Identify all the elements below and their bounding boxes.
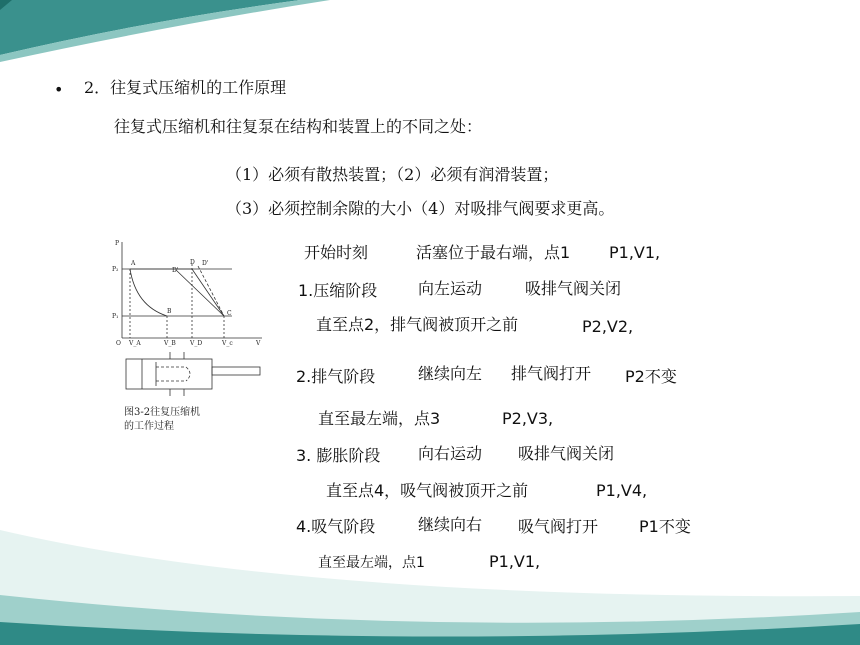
compress-motion: 向左运动 <box>418 279 483 298</box>
point-label-d-prime: D' <box>172 267 179 274</box>
expand-until: 直至点4，吸气阀被顶开之前 <box>326 481 529 500</box>
point-label-b: B <box>167 308 172 315</box>
pv-diagram <box>112 236 274 404</box>
start-value: P1,V1, <box>609 243 661 262</box>
figure-caption-line-1: 图3-2往复压缩机 <box>124 407 201 418</box>
start-desc: 活塞位于最右端，点1 <box>416 243 571 262</box>
intake-until: 直至最左端，点1 <box>318 555 425 571</box>
point-label-d: D <box>190 259 195 266</box>
intake-label: 4.吸气阶段 <box>296 517 376 536</box>
point-label-a: A <box>131 260 136 267</box>
expand-value: P1,V4, <box>596 481 648 500</box>
intake-note: P1不变 <box>639 517 691 536</box>
intake-valve: 吸气阀打开 <box>518 517 599 536</box>
compress-until: 直至点2，排气阀被顶开之前 <box>316 315 519 334</box>
axis-label-p2: P₂ <box>112 266 119 273</box>
exhaust-label: 2.排气阶段 <box>296 367 376 386</box>
point-label-d-double-prime: D' <box>202 260 209 267</box>
pv-diagram-figure <box>112 236 274 404</box>
tick-label-vb: V_B <box>164 340 176 347</box>
tick-label-vd: V_D <box>190 340 203 347</box>
axis-label-p: P <box>115 240 120 247</box>
axis-label-p1: P₁ <box>112 313 119 320</box>
tick-label-va: V_A <box>129 340 141 347</box>
tick-label-vc: V_c <box>222 340 233 347</box>
start-label: 开始时刻 <box>304 243 369 262</box>
bullet: • <box>54 80 64 99</box>
exhaust-until: 直至最左端，点3 <box>318 409 441 428</box>
exhaust-note: P2不变 <box>625 367 677 386</box>
difference-line-1: （1）必须有散热装置；（2）必须有润滑装置； <box>226 165 559 184</box>
figure-caption-line-2: 的工作过程 <box>124 421 174 432</box>
point-label-c: C <box>227 310 232 317</box>
exhaust-motion: 继续向左 <box>418 364 483 383</box>
subheading: 往复式压缩机和往复泵在结构和装置上的不同之处： <box>114 117 483 136</box>
exhaust-value: P2,V3, <box>502 409 554 428</box>
expand-label: 3. 膨胀阶段 <box>296 446 381 465</box>
compress-value: P2,V2, <box>582 317 634 336</box>
intake-motion: 继续向右 <box>418 515 483 534</box>
expand-valve: 吸排气阀关闭 <box>518 444 615 463</box>
difference-line-2: （3）必须控制余隙的大小（4）对吸排气阀要求更高。 <box>226 199 615 218</box>
compress-label: 1.压缩阶段 <box>298 281 378 300</box>
page-title: 2．往复式压缩机的工作原理 <box>84 78 287 97</box>
intake-value: P1,V1, <box>489 552 541 571</box>
axis-label-v: V <box>256 340 261 347</box>
exhaust-valve: 排气阀打开 <box>511 364 592 383</box>
compress-valve: 吸排气阀关闭 <box>525 279 622 298</box>
expand-motion: 向右运动 <box>418 444 483 463</box>
axis-label-origin: O <box>116 340 121 347</box>
